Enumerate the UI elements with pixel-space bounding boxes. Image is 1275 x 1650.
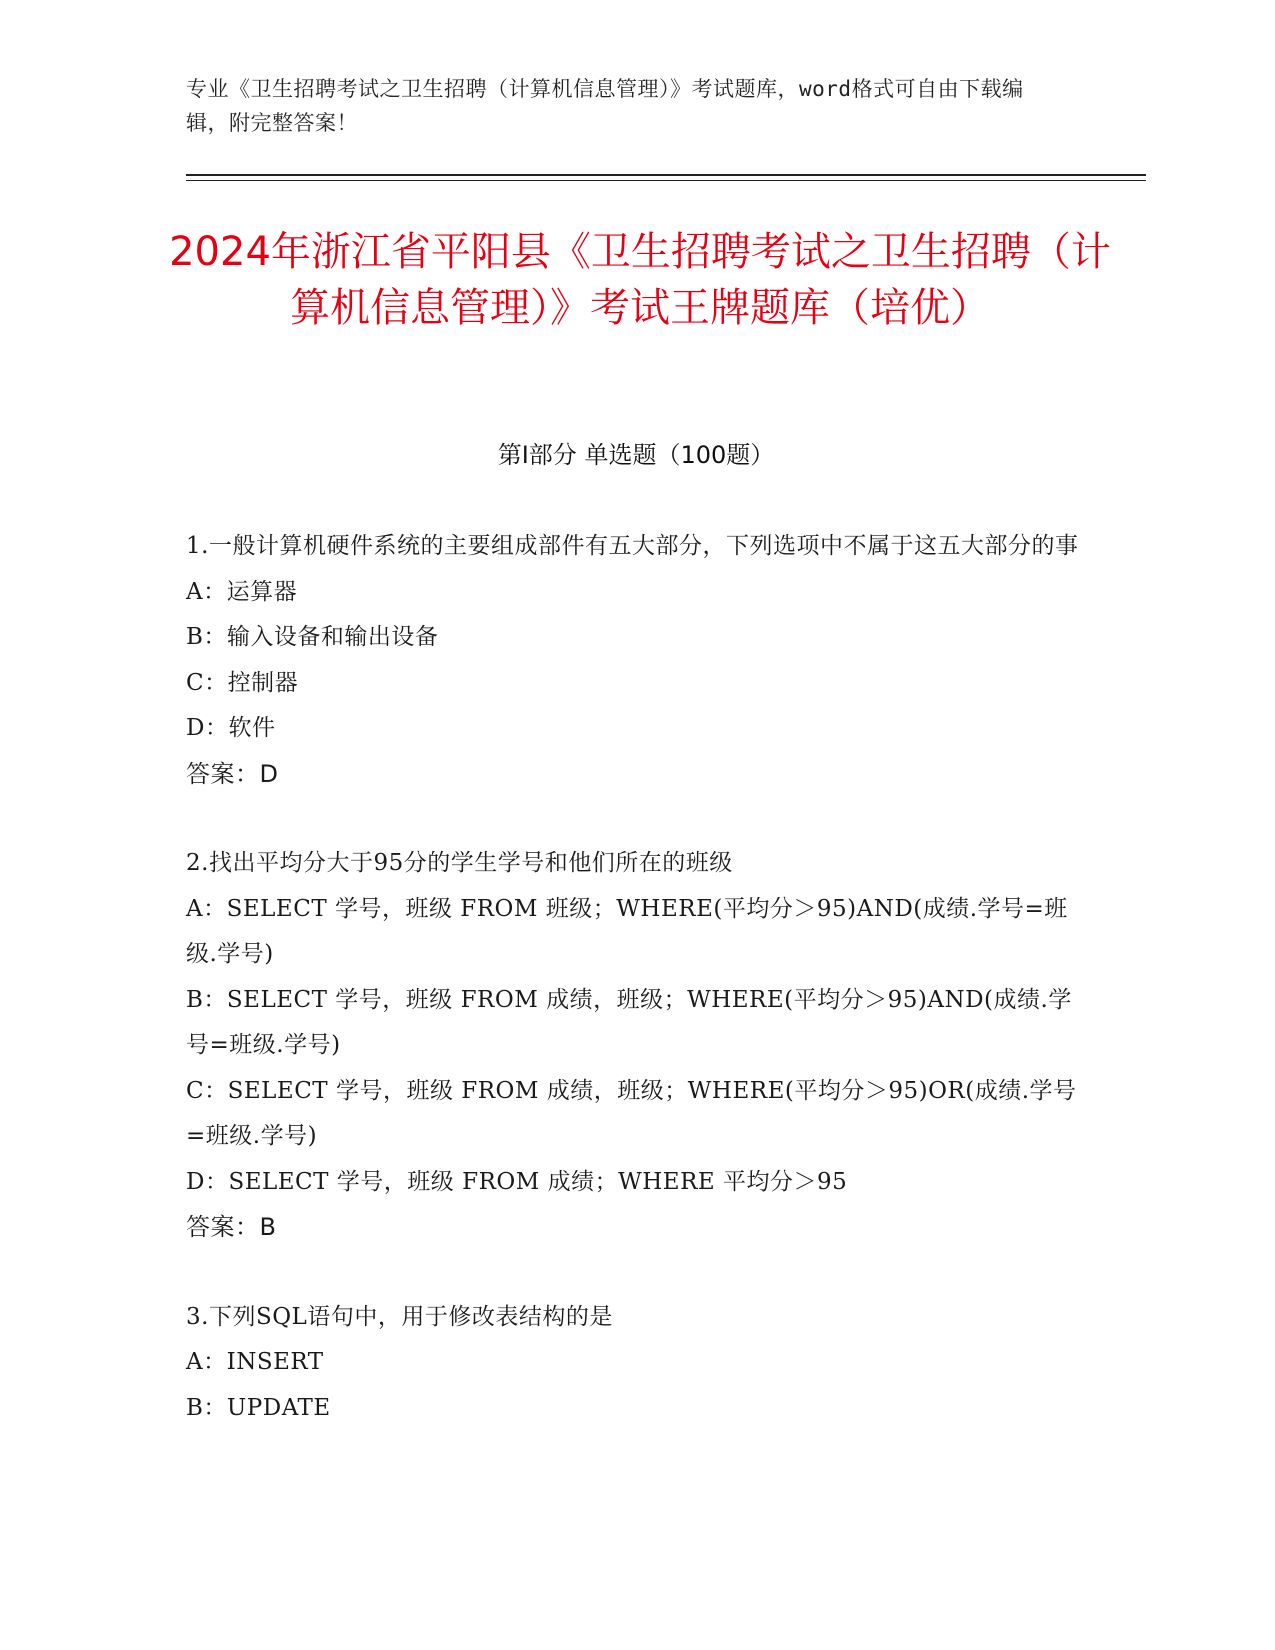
question-stem: 3.下列SQL语句中，用于修改表结构的是	[186, 1303, 613, 1330]
section-title: 第Ⅰ部分 单选题（100题）	[497, 441, 775, 469]
option-c: C：控制器	[186, 669, 299, 696]
question-3	[186, 1295, 1086, 1432]
document-title: 2024年浙江省平阳县《卫生招聘考试之卫生招聘（计算机信息管理）》考试王牌题库（培优）	[169, 229, 1111, 331]
answer: 答案：D	[186, 759, 279, 788]
question-stem: 2.找出平均分大于95分的学生学号和他们所在的班级	[186, 850, 733, 876]
option-d: D：软件	[186, 715, 276, 741]
option-c: C：SELECT 学号，班级 FROM 成绩，班级；WHERE(平均分＞95)OR(成绩.学号=班级.学号)	[186, 1077, 1077, 1149]
answer: 答案：B	[186, 1213, 277, 1241]
option-a: A：SELECT 学号，班级 FROM 班级；WHERE(平均分＞95)AND(成绩.学号=班级.学号)	[186, 895, 1068, 967]
option-b: B：输入设备和输出设备	[186, 624, 439, 650]
option-a: A：运算器	[186, 578, 298, 605]
question-1	[186, 524, 1086, 797]
question-2	[186, 841, 1086, 1251]
question-list	[186, 524, 1086, 1475]
option-a: A：INSERT	[186, 1349, 324, 1375]
option-b: B：SELECT 学号，班级 FROM 成绩，班级；WHERE(平均分＞95)AND(成绩.学号=班级.学号)	[186, 986, 1072, 1058]
header-divider-thin	[186, 180, 1146, 181]
option-d: D：SELECT 学号，班级 FROM 成绩；WHERE 平均分＞95	[186, 1168, 848, 1195]
option-b: B：UPDATE	[186, 1394, 331, 1421]
header-divider-thick	[186, 174, 1146, 176]
question-stem: 1.一般计算机硬件系统的主要组成部件有五大部分，下列选项中不属于这五大部分的事	[186, 533, 1079, 559]
header-note: 专业《卫生招聘考试之卫生招聘（计算机信息管理）》考试题库，word格式可自由下载编辑，附完整答案！	[186, 77, 1024, 135]
